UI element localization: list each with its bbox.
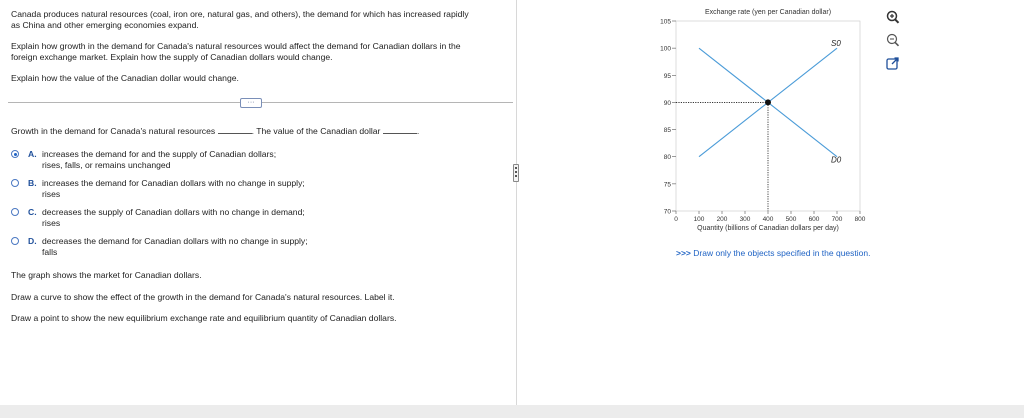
note-arrows: >>> xyxy=(676,248,691,258)
x-axis-title: Quantity (billions of Canadian dollars per day) xyxy=(697,225,839,232)
option-line-1: increases the demand for Canadian dollars with no change in supply; xyxy=(42,178,305,188)
zoom-out-icon[interactable] xyxy=(884,32,902,48)
explain-value-text: Explain how the value of the Canadian dollar would change. xyxy=(11,73,239,83)
fill-in-sentence xyxy=(11,125,506,137)
expand-button[interactable]: ··· xyxy=(240,98,262,108)
x-tick-label: 600 xyxy=(808,216,820,223)
option-line-2: rises, falls, or remains unchanged xyxy=(42,160,171,170)
option-text xyxy=(42,207,305,229)
y-tick-label: 90 xyxy=(663,99,671,107)
blank-answer-1[interactable] xyxy=(218,125,252,134)
exchange-rate-graph[interactable] xyxy=(640,0,880,240)
radio-unselected[interactable] xyxy=(11,237,19,245)
fill-prefix: Growth in the demand for Canada's natural resources xyxy=(11,126,216,136)
y-axis-title: Exchange rate (yen per Canadian dollar) xyxy=(704,9,832,16)
option-line-1: increases the demand for and the supply of Canadian dollars; xyxy=(42,149,277,159)
note-text: Draw only the objects specified in the question. xyxy=(693,248,871,258)
option-line-2: rises xyxy=(42,189,61,199)
option-text xyxy=(42,236,308,258)
option-line-1: decreases the demand for Canadian dollars with no change in supply; xyxy=(42,236,308,246)
option-letter: A. xyxy=(28,149,37,159)
y-tick-label: 75 xyxy=(663,181,671,189)
x-tick-label: 200 xyxy=(716,216,728,223)
radio-selected[interactable] xyxy=(11,150,19,158)
resize-handle[interactable] xyxy=(513,164,519,182)
x-tick-label: 300 xyxy=(739,216,751,223)
x-tick-label: 400 xyxy=(762,216,774,223)
option-letter: B. xyxy=(28,178,37,188)
equilibrium-point xyxy=(765,99,771,105)
x-tick-label: 800 xyxy=(854,216,866,223)
option-line-1: decreases the supply of Canadian dollars with no change in demand; xyxy=(42,207,305,217)
popout-icon[interactable] xyxy=(884,56,902,72)
x-tick-label: 0 xyxy=(674,216,678,223)
option-text xyxy=(42,178,305,200)
option-text xyxy=(42,149,276,171)
draw-note xyxy=(676,248,870,258)
graph-description: The graph shows the market for Canadian dollars. xyxy=(11,270,202,280)
radio-unselected[interactable] xyxy=(11,179,19,187)
x-tick-label: 100 xyxy=(693,216,705,223)
x-tick-label: 700 xyxy=(831,216,843,223)
blank-answer-2[interactable] xyxy=(383,125,420,136)
option-line-2: falls xyxy=(42,247,58,257)
explain1-line-1: Explain how growth in the demand for Canada's natural resources would affect the demand for Canadian dollars in the xyxy=(11,41,461,51)
explain1-line-2: foreign exchange market. Explain how the supply of Canadian dollars would change. xyxy=(11,52,333,62)
intro-text xyxy=(11,9,506,31)
y-tick-label: 100 xyxy=(660,45,671,53)
fill-middle: . The value of the Canadian dollar xyxy=(251,126,381,136)
zoom-in-icon[interactable] xyxy=(884,9,902,25)
option-line-2: rises xyxy=(42,218,61,228)
explain-demand-text xyxy=(11,41,506,63)
option-letter: C. xyxy=(28,207,37,217)
y-tick-label: 95 xyxy=(663,72,671,80)
y-tick-label: 105 xyxy=(660,18,671,26)
y-tick-label: 85 xyxy=(663,127,671,135)
supply-label: S0 xyxy=(831,39,841,49)
option-letter: D. xyxy=(28,236,37,246)
intro-line-1: Canada produces natural resources (coal, iron ore, natural gas, and others), the demand for which has increased rapidly xyxy=(11,9,469,19)
radio-unselected[interactable] xyxy=(11,208,19,216)
panel-divider xyxy=(516,0,517,405)
draw-point-instruction: Draw a point to show the new equilibrium exchange rate and equilibrium quantity of Canadian dollars. xyxy=(11,313,397,323)
footer-bar xyxy=(0,405,1024,418)
x-tick-label: 500 xyxy=(785,216,797,223)
y-tick-label: 70 xyxy=(663,208,671,216)
y-tick-label: 80 xyxy=(663,154,671,162)
demand-label: D0 xyxy=(831,155,842,165)
intro-line-2: as China and other emerging economies expand. xyxy=(11,20,199,30)
draw-curve-instruction: Draw a curve to show the effect of the growth in the demand for Canada's natural resources. Label it. xyxy=(11,292,395,302)
fill-suffix: . xyxy=(416,126,420,136)
